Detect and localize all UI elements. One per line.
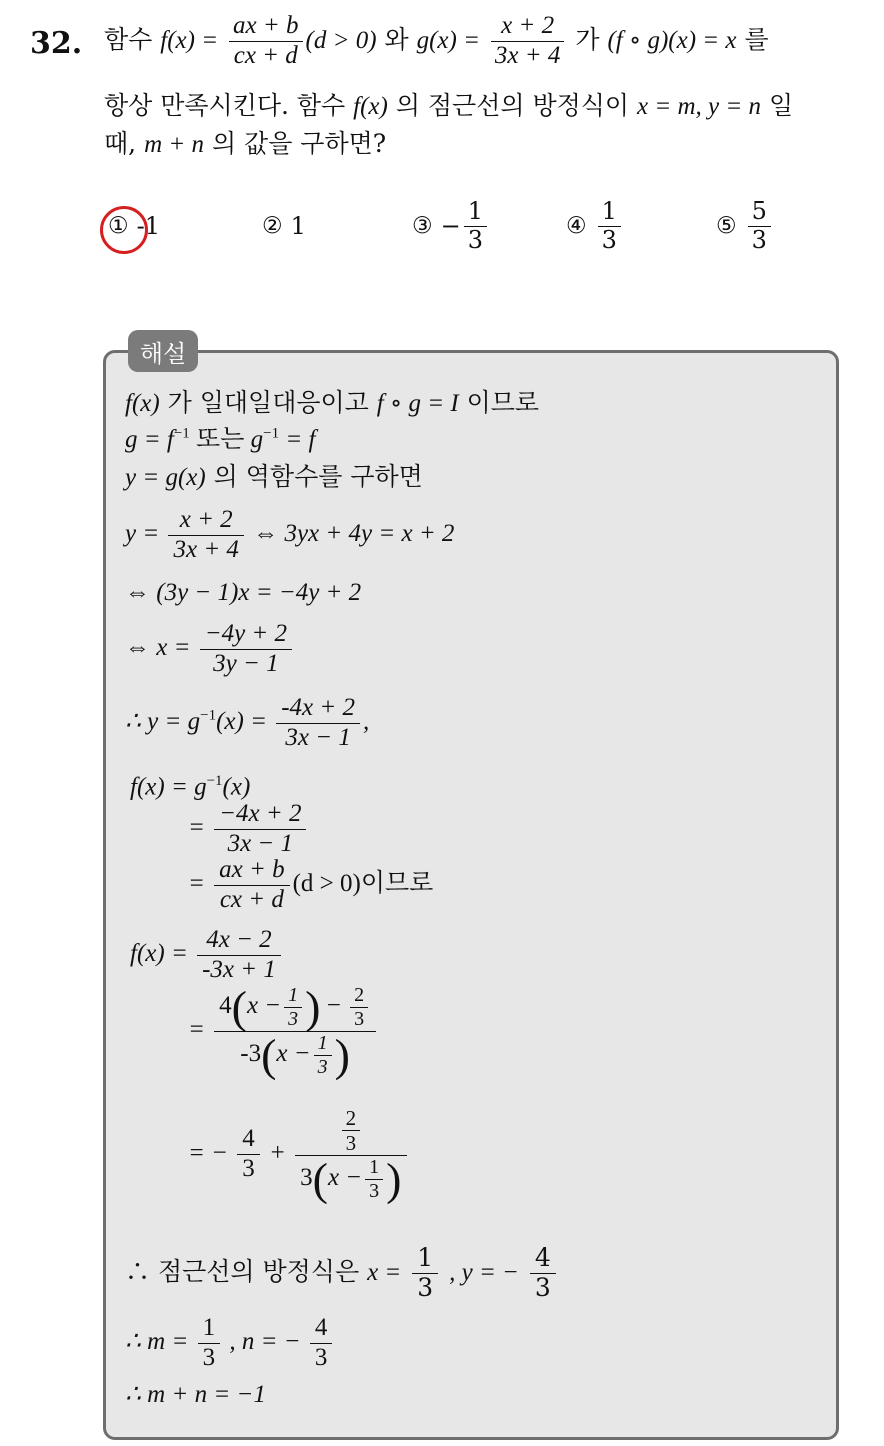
choice-4[interactable]: ④ $\frac{1}{3}$ (566, 198, 624, 254)
choice-2[interactable]: ② 1 (262, 212, 306, 240)
question-line-2: 항상 만족시킨다. 함수 f(x) 의 점근선의 방정식이 x = m, y = n 일 (104, 91, 794, 120)
solution-line-16: ∴ m + n = −1 (125, 1381, 266, 1408)
solution-line-6: ⇔ x = $\frac{-4y + 2}{3y - 1}$ (125, 620, 295, 679)
question-line-1: 함수 f(x) = $\frac{ax + b}{cx + d}$ (d > 0) 와 g(x) = $\frac{x + 2}{3x + 4}$ 가 (f ∘ g)(x) = x 를 (104, 12, 769, 69)
solution-line-12: = 4(x − $\frac{1}{3}$ ) − $\frac{2}{3}$ -3(x − $\frac{1}{3}$ ) (188, 984, 379, 1079)
solution-tag: 해설 (128, 330, 198, 372)
choice-3[interactable]: ③ − $\frac{1}{3}$ (412, 198, 490, 254)
solution-line-11: f(x) = $\frac{4x - 2}{-3x + 1}$ (130, 926, 284, 985)
solution-line-15: ∴ m = $\frac{1}{3}$ , n = − $\frac{4}{3}$ (125, 1314, 335, 1373)
solution-line-4: y = $\frac{x + 2}{3x + 4}$ ⇔ 3yx + 4y = x + 2 (125, 506, 455, 563)
choice-5[interactable]: ⑤ $\frac{5}{3}$ (716, 198, 774, 254)
solution-line-1: f(x) 가 일대일대응이고 f ∘ g = I 이므로 (125, 388, 540, 417)
solution-line-5: ⇔ (3y − 1)x = −4y + 2 (125, 579, 362, 606)
solution-line-8: $f(x) = g^{-1}(x)$ (130, 773, 251, 801)
choice-1[interactable]: ① -1 (108, 212, 161, 240)
question-line-3: 때, m + n 의 값을 구하면? (104, 129, 387, 158)
solution-line-9: = $\frac{-4x + 2}{3x - 1}$ (188, 800, 309, 859)
solution-line-14: ∴ 점근선의 방정식은 x = $\frac{1}{3}$ , y = − $\frac{4}{3}$ (125, 1244, 559, 1303)
solution-line-7: ∴ $y = g^{-1}(x)$ = $\frac{-4x + 2}{3x - 1}$ , (125, 694, 370, 751)
question-number: 32. (30, 26, 83, 61)
solution-line-13: = − $\frac{4}{3}$ + $\frac{2}{3}$ 3(x − $\frac{1}{3}$ ) (188, 1106, 410, 1203)
solution-line-10: = $\frac{ax + b}{cx + d}$ (d > 0)이므로 (188, 856, 434, 913)
f-fraction: $\frac{ax + b}{cx + d}$ (229, 12, 302, 71)
solution-line-3: y = g(x) 의 역함수를 구하면 (125, 462, 423, 491)
solution-line-2: $g = f^{-1}$ 또는 $g^{-1} = f$ (125, 424, 316, 453)
g-fraction: $\frac{x + 2}{3x + 4}$ (491, 12, 564, 71)
